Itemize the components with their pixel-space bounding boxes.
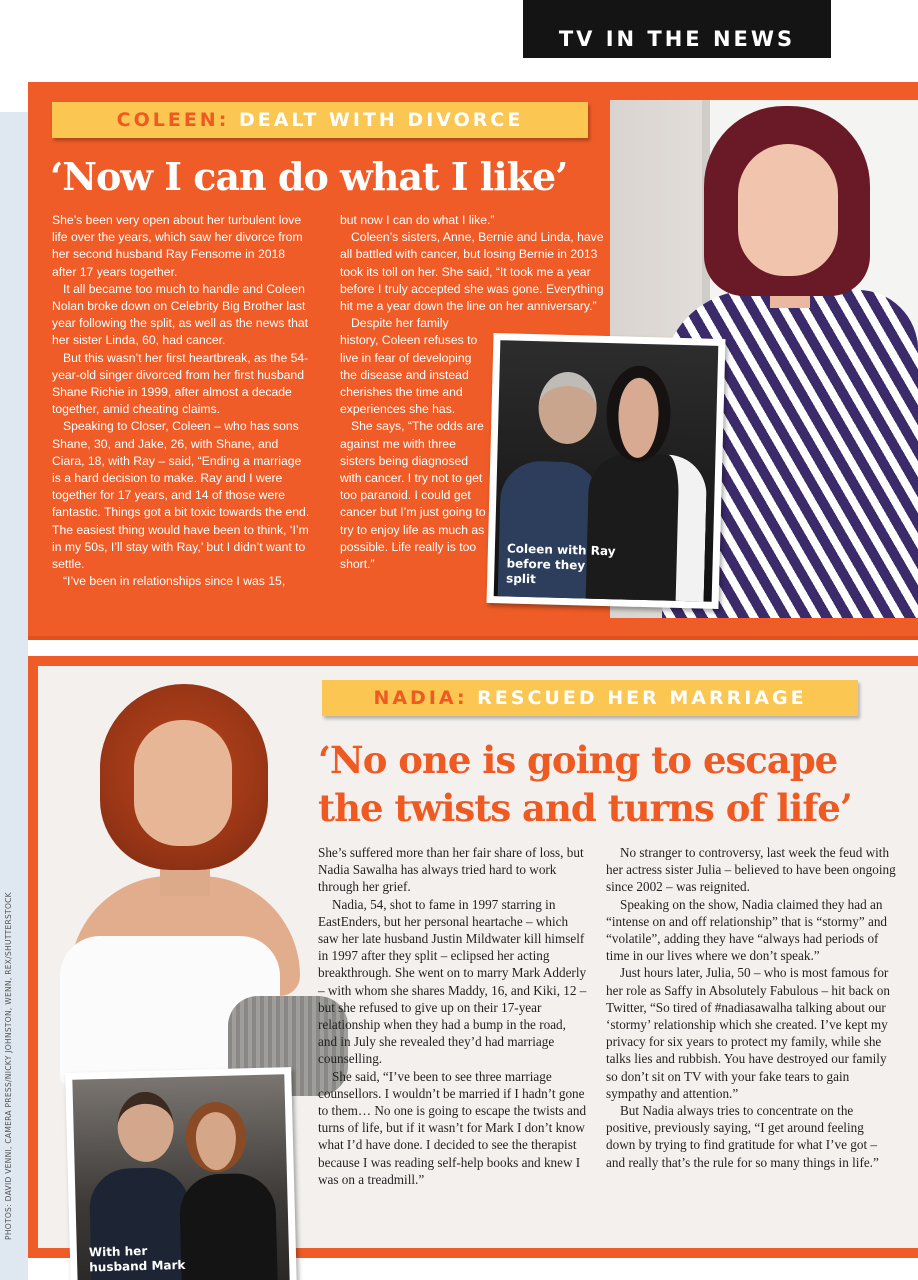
nadia-banner-name: NADIA: [373,687,468,709]
paragraph: But Nadia always tries to concentrate on the positive, previously saying, “I get around feeling down by trying to find gratitude for what I’ve got – and really that’s the rule for so many things in life.” [606,1103,879,1170]
coleen-inset-caption: Coleen with Ray before they split [505,541,616,587]
paragraph: She says, “The odds are against me with three sisters being diagnosed with cancer. I try not to get too paranoid. I could get cancer but I’m just going to try to enjoy life as much as possible. Life really is too short.” [340,419,486,572]
paragraph: “I’ve been in relationships since I was 15, [63,574,286,589]
paragraph: Speaking to Closer, Coleen – who has sons Shane, 30, and Jake, 26, with Shane, and Ciara, 18, with Ray – said, “Ending a marriage is a hard decision to make. Ray and I were together for 17 years, and 14 of those were fantastic. Things got a bit toxic towards the end. The easiest thing would have been to think, ‘I’m in my 50s, I’ll stay with Ray,’ but I didn’t want to settle. [52,419,310,572]
nadia-column-2 [606,844,896,1171]
paragraph: Despite her family history, Coleen refuses to live in fear of developing the disease and instead cherishes the time and experiences she has. [340,316,478,417]
coleen-headline: ‘Now I can do what I like’ [50,154,568,199]
paragraph: Coleen’s sisters, Anne, Bernie and Linda, have all battled with cancer, but losing Bernie in 2013 took its toll on her. She said, “It took me a year before I truly accepted she was gone. Everything hit me a year down the line on her anniversary.” [340,230,604,314]
coleen-panel [28,82,918,640]
paragraph: Just hours later, Julia, 50 – who is most famous for her role as Saffy in Absolutely Fabulous – hit back on Twitter, “So tired of #nadiasawalha talking about our ‘stormy’ relationship which she created. I’ve kept my privacy for six years to protect my family, while she talks lies and rubbish. You have destroyed our family so don’t sit on TV with your fake tears to gain sympathy and attention.” [606,965,890,1101]
coleen-column-1 [52,212,312,590]
nadia-panel [38,666,918,1275]
coleen-banner-topic: DEALT WITH DIVORCE [238,109,524,131]
nadia-column-1 [318,844,588,1188]
paragraph: She’s been very open about her turbulent love life over the years, which saw her divorce from her second husband Ray Fensome in 2018 after 17 years together. [52,213,303,279]
paragraph: No stranger to controversy, last week the feud with her actress sister Julia – believed to have been ongoing since 2002 – was reignited. [606,845,896,895]
coleen-column-2-narrow [340,315,490,573]
nadia-inset-caption: With her husband Mark [88,1243,186,1275]
coleen-banner-name: COLEEN: [116,109,230,131]
paragraph: but now I can do what I like.” [340,213,495,227]
coleen-banner [52,102,588,138]
nadia-headline: ‘No one is going to escape the twists and turns of life’ [318,738,852,830]
paragraph: Speaking on the show, Nadia claimed they had an “intense on and off relationship” that is “stormy” and “volatile”, adding they have “always had periods of time in our lives where we don’t speak.” [606,896,888,964]
nadia-banner [322,680,858,716]
nadia-mark-inset-photo [65,1067,297,1280]
paragraph: She’s suffered more than her fair share of loss, but Nadia Sawalha has always tried hard to work through her grief. [318,845,584,895]
nadia-banner-topic: RESCUED HER MARRIAGE [477,687,807,709]
paragraph: She said, “I’ve been to see three marriage counsellors. I wouldn’t be married if I hadn’t gone to them… No one is going to escape the twists and turns of life, but if it wasn’t for Mark I don’t know what I’d have done. I decided to see the therapist because I was reading self-help books and knew I was on a treadmill.” [318,1068,587,1187]
paragraph: Nadia, 54, shot to fame in 1997 starring in EastEnders, but her personal heartache – which saw her late husband Justin Mildwater kill himself in 1997 after they split – eclipsed her acting breakthrough. She went on to marry Mark Adderly – with whom she shares Maddy, 16, and Kiki, 12 – but she refused to give up on their 17-year relationship when they had a bump in the road, and in July she revealed they’d had marriage counselling. [318,896,587,1067]
paragraph: It all became too much to handle and Coleen Nolan broke down on Celebrity Big Brother last year following the split, as well as the news that her sister Linda, 60, had cancer. [52,281,309,348]
paragraph: But this wasn’t her first heartbreak, as the 54-year-old singer divorced from her first husband Shane Richie in 1999, after almost a decade together, amid cheating claims. [52,350,309,417]
coleen-ray-inset-photo [487,333,726,609]
photo-credit: PHOTOS: DAVID VENNI, CAMERA PRESS/NICKY JOHNSTON, WENN, REX/SHUTTERSTOCK [4,892,13,1240]
section-tab: TV IN THE NEWS [523,0,831,58]
